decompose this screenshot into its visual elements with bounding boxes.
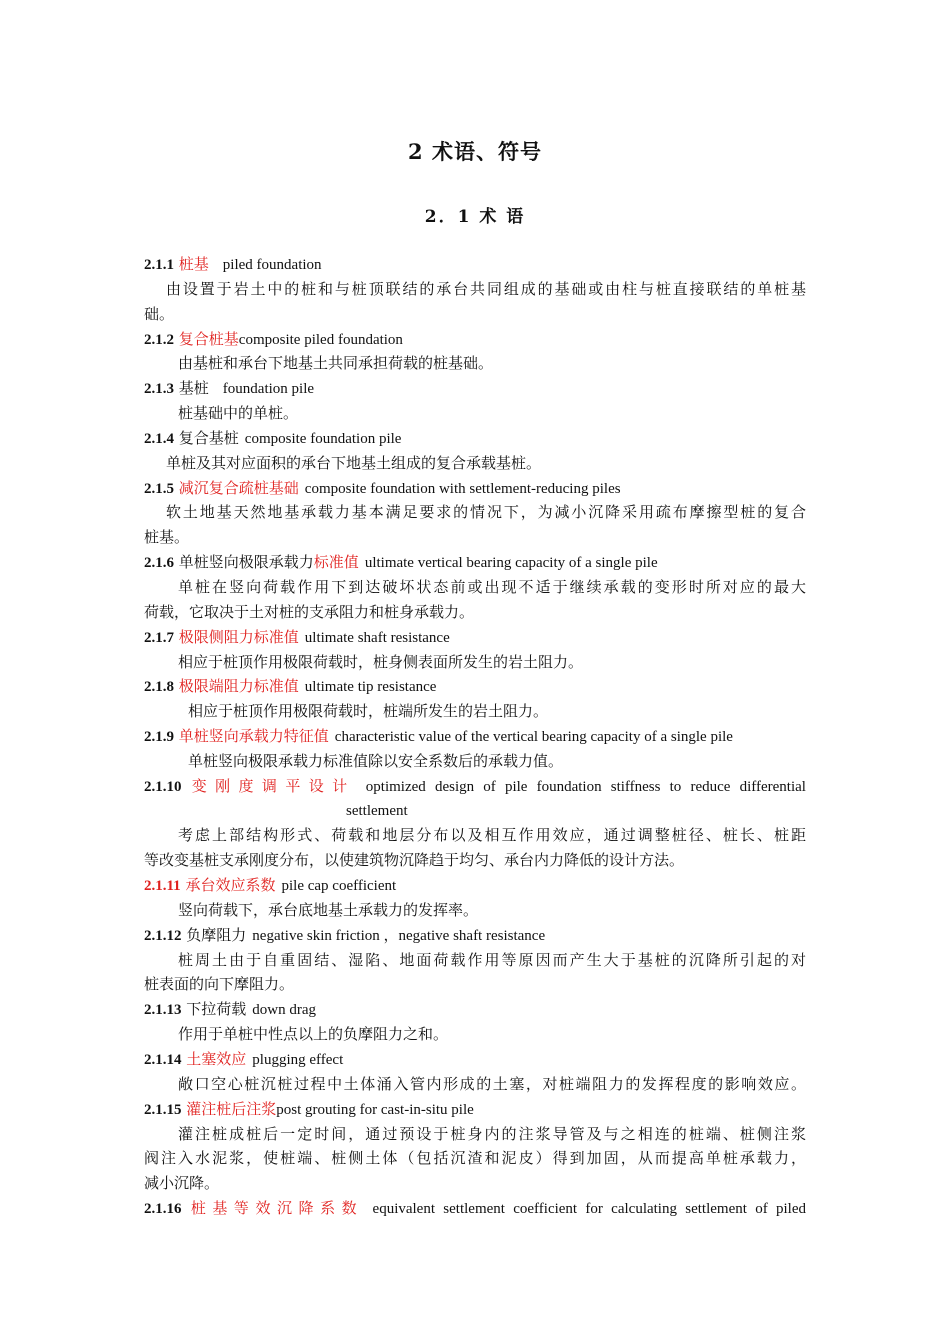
term-zh: 负摩阻力 [186, 925, 247, 944]
term-zh: 灌注桩后注浆 [186, 1099, 277, 1118]
term-zh: 单桩竖向承载力特征值 [178, 727, 329, 746]
term-en: composite foundation with settlement-reducing piles [304, 480, 621, 497]
term-zh: 减沉复合疏桩基础 [178, 478, 299, 497]
term-definition: 软土地基天然地基承载力基本满足要求的情况下，为减小沉降采用疏布摩擦型桩的复合 [166, 503, 806, 522]
term-heading [144, 376, 806, 401]
term-zh: 复合基桩 [178, 428, 239, 447]
term-number: 2.1.8 [144, 679, 174, 696]
term-number: 2.1.4 [144, 430, 174, 447]
section-title: 2．1 术 语 [424, 207, 526, 227]
term-zh: 基桩 [178, 379, 209, 398]
term-definition: 竖向荷载下，承台底地基土承载力的发挥率。 [178, 900, 479, 919]
term-heading [144, 724, 806, 749]
term-zh-prefix: 单桩竖向极限承载力 [178, 553, 314, 572]
term-number: 2.1.15 [144, 1101, 182, 1118]
term-heading [144, 1047, 806, 1072]
chapter-title: 2 术语、符号 [408, 139, 542, 164]
term-en: composite piled foundation [238, 331, 403, 348]
term-definition: 桩表面的向下摩阻力。 [144, 975, 295, 994]
term-en: ultimate shaft resistance [304, 629, 450, 646]
term-definition: 等改变基桩支承刚度分布，以使建筑物沉降趋于均匀、承台内力降低的设计方法。 [144, 851, 685, 870]
term-en: equivalent settlement coefficient for calculating settlement of piled [372, 1201, 806, 1218]
term-heading [144, 997, 806, 1022]
term-definition: 由基桩和承台下地基土共同承担荷载的桩基础。 [178, 354, 494, 373]
term-definition: 作用于单桩中性点以上的负摩阻力之和。 [178, 1025, 449, 1044]
term-definition: 考虑上部结构形式、荷载和地层分布以及相互作用效应，通过调整桩径、桩长、桩距 [178, 826, 806, 845]
term-number: 2.1.11 [144, 878, 181, 895]
term-definition: 相应于桩顶作用极限荷载时，桩身侧表面所发生的岩土阻力。 [178, 652, 584, 671]
term-en: pile cap coefficient [281, 878, 397, 895]
term-definition: 础。 [144, 304, 175, 323]
term-heading [144, 873, 806, 898]
term-heading [144, 426, 806, 451]
term-en: optimized design of pile foundation stiffness to reduce differential [365, 778, 806, 795]
term-zh: 桩基 [178, 255, 209, 273]
term-en: down drag [252, 1002, 317, 1019]
term-zh: 桩基等效沉降系数 [190, 1199, 364, 1218]
term-en: negative skin friction ，negative shaft resistance [252, 927, 546, 944]
term-en: characteristic value of the vertical bearing capacity of a single pile [334, 729, 733, 746]
term-number: 2.1.5 [144, 480, 174, 497]
term-definition: 单桩竖向极限承载力标准值除以安全系数后的承载力值。 [188, 751, 564, 770]
term-number: 2.1.6 [144, 555, 174, 572]
term-zh: 变刚度调平设计 [191, 776, 356, 795]
term-en: composite foundation pile [244, 430, 402, 447]
term-heading [144, 1196, 806, 1221]
terms-body [144, 252, 806, 1221]
term-heading [144, 674, 806, 699]
term-heading [144, 923, 806, 948]
term-definition: 阀注入水泥浆，使桩端、桩侧土体（包括沉渣和泥皮）得到加固，从而提高单桩承载力， [144, 1149, 806, 1168]
term-heading [144, 1097, 806, 1122]
term-number: 2.1.13 [144, 1002, 182, 1019]
term-zh: 下拉荷载 [186, 1000, 247, 1019]
term-number: 2.1.10 [144, 778, 182, 795]
term-heading [144, 625, 806, 650]
term-number: 2.1.7 [144, 629, 174, 646]
term-en: post grouting for cast-in-situ pile [276, 1101, 474, 1118]
term-number: 2.1.2 [144, 331, 174, 348]
term-en: piled foundation [222, 257, 322, 273]
term-en: plugging effect [252, 1052, 344, 1068]
term-heading [144, 774, 806, 799]
term-definition: 桩基。 [144, 528, 190, 547]
term-definition: 单桩在竖向荷载作用下到达破坏状态前或出现不适于继续承载的变形时所对应的最大 [178, 577, 806, 596]
term-number: 2.1.9 [144, 729, 174, 746]
term-definition: 荷载，它取决于土对桩的支承阻力和桩身承载力。 [144, 602, 475, 621]
term-number: 2.1.14 [144, 1052, 182, 1068]
term-definition: 减小沉降。 [144, 1174, 220, 1193]
term-en: ultimate vertical bearing capacity of a single pile [364, 555, 658, 572]
term-definition: 单桩及其对应面积的承台下地基土组成的复合承载基桩。 [166, 453, 542, 472]
term-zh: 极限端阻力标准值 [178, 677, 299, 696]
term-definition: 敞口空心桩沉桩过程中土体涌入管内形成的土塞，对桩端阻力的发挥程度的影响效应。 [178, 1074, 806, 1093]
term-definition: 桩周土由于自重固结、湿陷、地面荷载作用等原因而产生大于基桩的沉降所引起的对 [178, 950, 806, 969]
term-heading [144, 252, 806, 277]
term-number: 2.1.12 [144, 927, 182, 944]
term-zh: 土塞效应 [186, 1050, 247, 1068]
term-definition: 由设置于岩土中的桩和与桩顶联结的承台共同组成的基础或由柱与桩直接联结的单桩基 [166, 279, 806, 298]
term-zh: 标准值 [313, 553, 359, 572]
term-en: foundation pile [222, 381, 315, 398]
term-number: 2.1.16 [144, 1201, 182, 1218]
term-definition: 桩基础中的单桩。 [178, 404, 299, 423]
term-number: 2.1.1 [144, 257, 174, 273]
term-definition: 灌注桩成桩后一定时间，通过预设于桩身内的注浆导管及与之相连的桩端、桩侧注浆 [178, 1124, 806, 1143]
term-heading [144, 327, 806, 352]
term-zh: 复合桩基 [178, 329, 239, 348]
term-definition: 相应于桩顶作用极限荷载时，桩端所发生的岩土阻力。 [188, 702, 549, 721]
term-en: ultimate tip resistance [304, 679, 437, 696]
term-zh: 极限侧阻力标准值 [178, 627, 299, 646]
term-en-continued: settlement [346, 802, 408, 819]
term-zh: 承台效应系数 [185, 876, 276, 895]
term-heading [144, 476, 806, 501]
term-number: 2.1.3 [144, 381, 174, 398]
term-heading [144, 550, 806, 575]
